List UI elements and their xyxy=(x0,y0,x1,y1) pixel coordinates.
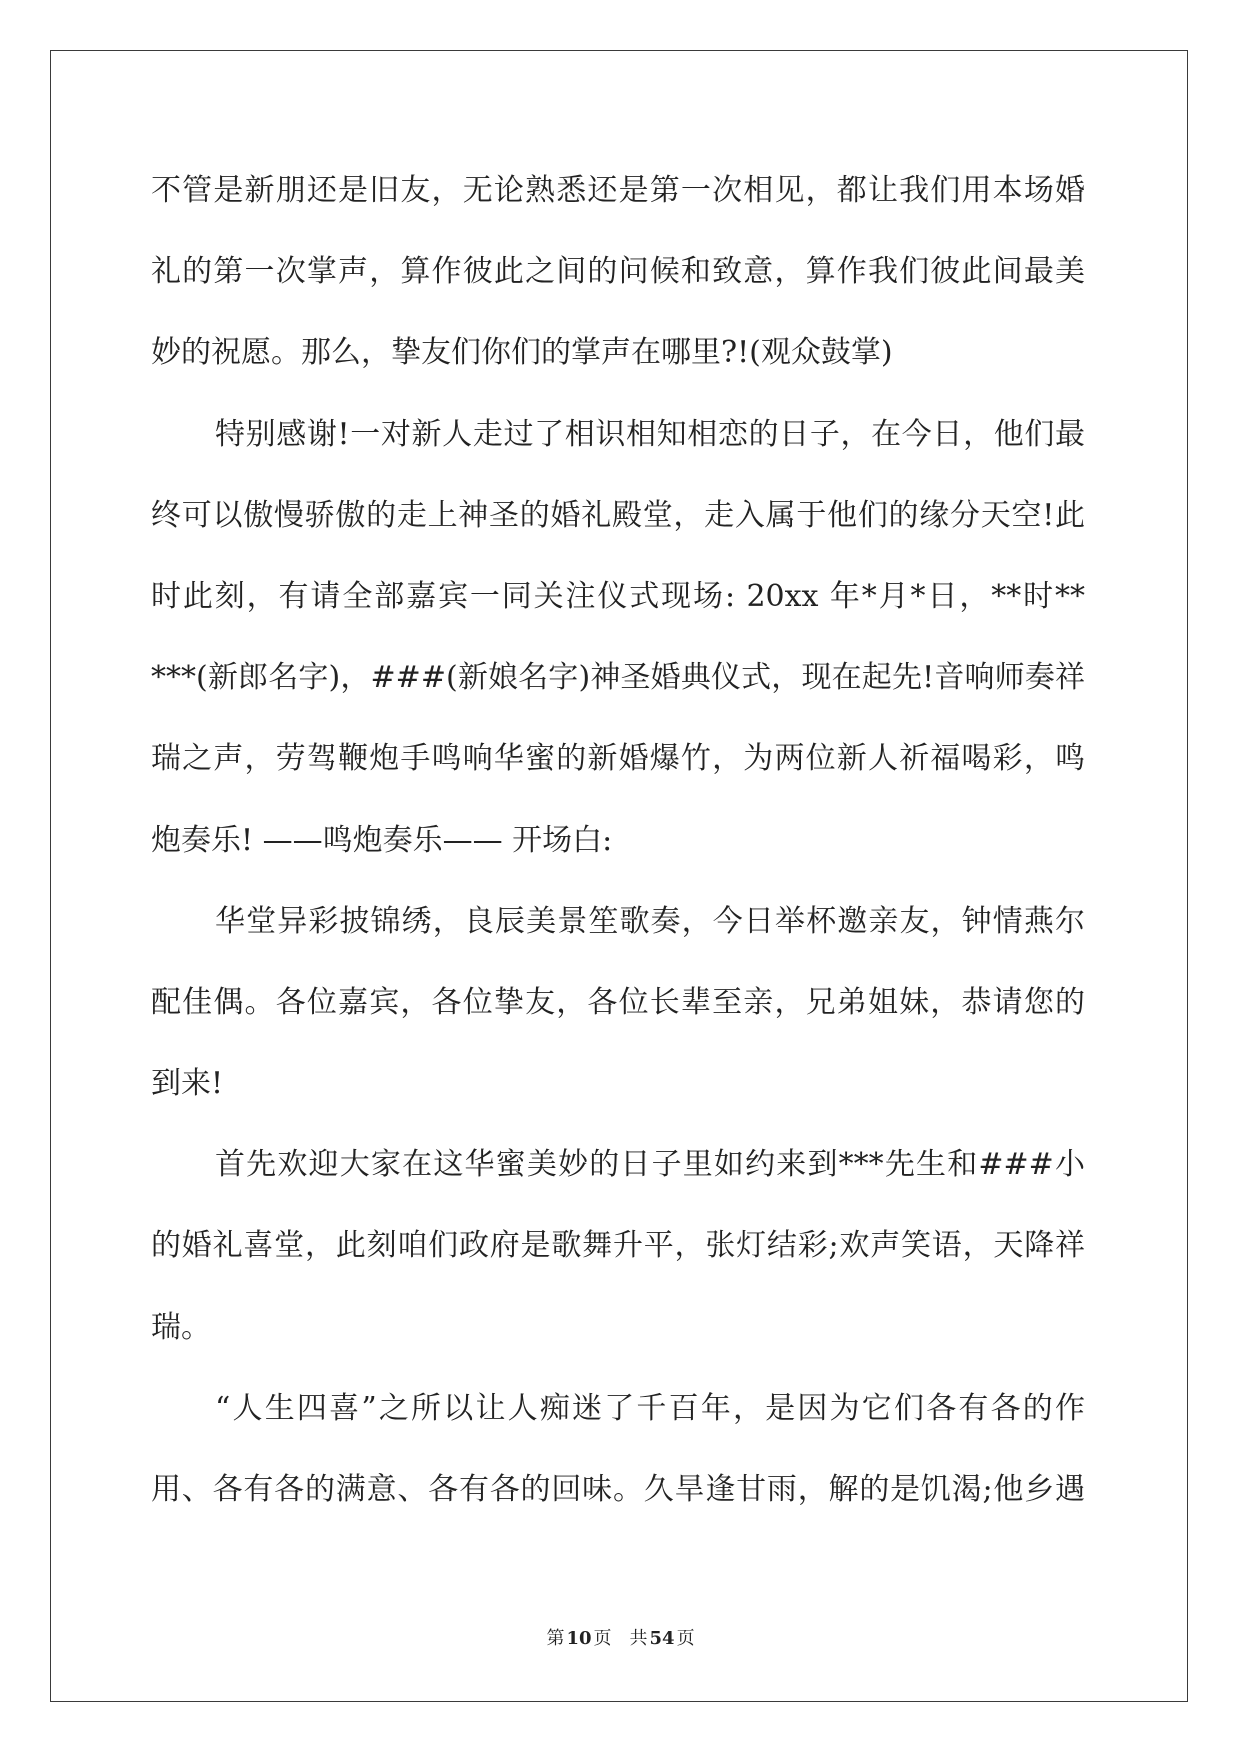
text-line: 时此刻，有请全部嘉宾一同关注仪式现场: 20xx 年*月*日，**时** xyxy=(151,578,1085,614)
paragraph xyxy=(151,1124,1085,1368)
page-total-suffix: 页 xyxy=(676,1628,695,1649)
text-line: 到来! xyxy=(151,1066,224,1102)
text-line: 瑞。 xyxy=(151,1309,211,1345)
text-line: “人生四喜”之所以让人痴迷了千百年，是因为它们各有各的作 xyxy=(215,1390,1085,1426)
page-footer xyxy=(0,1624,1241,1650)
paragraph xyxy=(151,394,1085,881)
text-line: 首先欢迎大家在这华蜜美妙的日子里如约来到***先生和###小 xyxy=(215,1147,1085,1183)
text-line: 配佳偶。各位嘉宾，各位挚友，各位长辈至亲，兄弟姐妹，恭请您的 xyxy=(151,984,1085,1020)
text-line: ***(新郎名字)，###(新娘名字)神圣婚典仪式，现在起先!音响师奏祥 xyxy=(151,660,1085,696)
body-text xyxy=(151,150,1085,1530)
text-line: 妙的祝愿。那么，挚友们你们的掌声在哪里?!(观众鼓掌) xyxy=(151,335,893,371)
page-number-total: 54 xyxy=(649,1628,675,1649)
text-line: 用、各有各的满意、各有各的回味。久旱逢甘雨，解的是饥渴;他乡遇 xyxy=(151,1472,1085,1507)
paragraph xyxy=(151,1368,1085,1530)
text-line: 的婚礼喜堂，此刻咱们政府是歌舞升平，张灯结彩;欢声笑语，天降祥 xyxy=(151,1228,1085,1264)
page-number-current: 10 xyxy=(566,1628,592,1649)
paragraph xyxy=(151,881,1085,1125)
text-line: 特别感谢!一对新人走过了相识相知相恋的日子，在今日，他们最 xyxy=(215,416,1085,452)
text-line: 瑞之声，劳驾鞭炮手鸣响华蜜的新婚爆竹，为两位新人祈福喝彩，鸣 xyxy=(151,741,1085,777)
text-line: 终可以傲慢骄傲的走上神圣的婚礼殿堂，走入属于他们的缘分天空!此 xyxy=(151,497,1085,533)
paragraph xyxy=(151,150,1085,394)
page-total-prefix: 共 xyxy=(629,1628,648,1649)
text-line: 华堂异彩披锦绣，良辰美景笙歌奏，今日举杯邀亲友，钟情燕尔 xyxy=(215,903,1085,939)
text-line: 礼的第一次掌声，算作彼此之间的问候和致意，算作我们彼此间最美 xyxy=(151,254,1085,290)
text-line: 不管是新朋还是旧友，无论熟悉还是第一次相见，都让我们用本场婚 xyxy=(151,173,1085,208)
page-current-suffix: 页 xyxy=(593,1628,612,1649)
page-current-prefix: 第 xyxy=(546,1628,565,1649)
text-line: 炮奏乐! ——鸣炮奏乐—— 开场白: xyxy=(151,822,613,858)
